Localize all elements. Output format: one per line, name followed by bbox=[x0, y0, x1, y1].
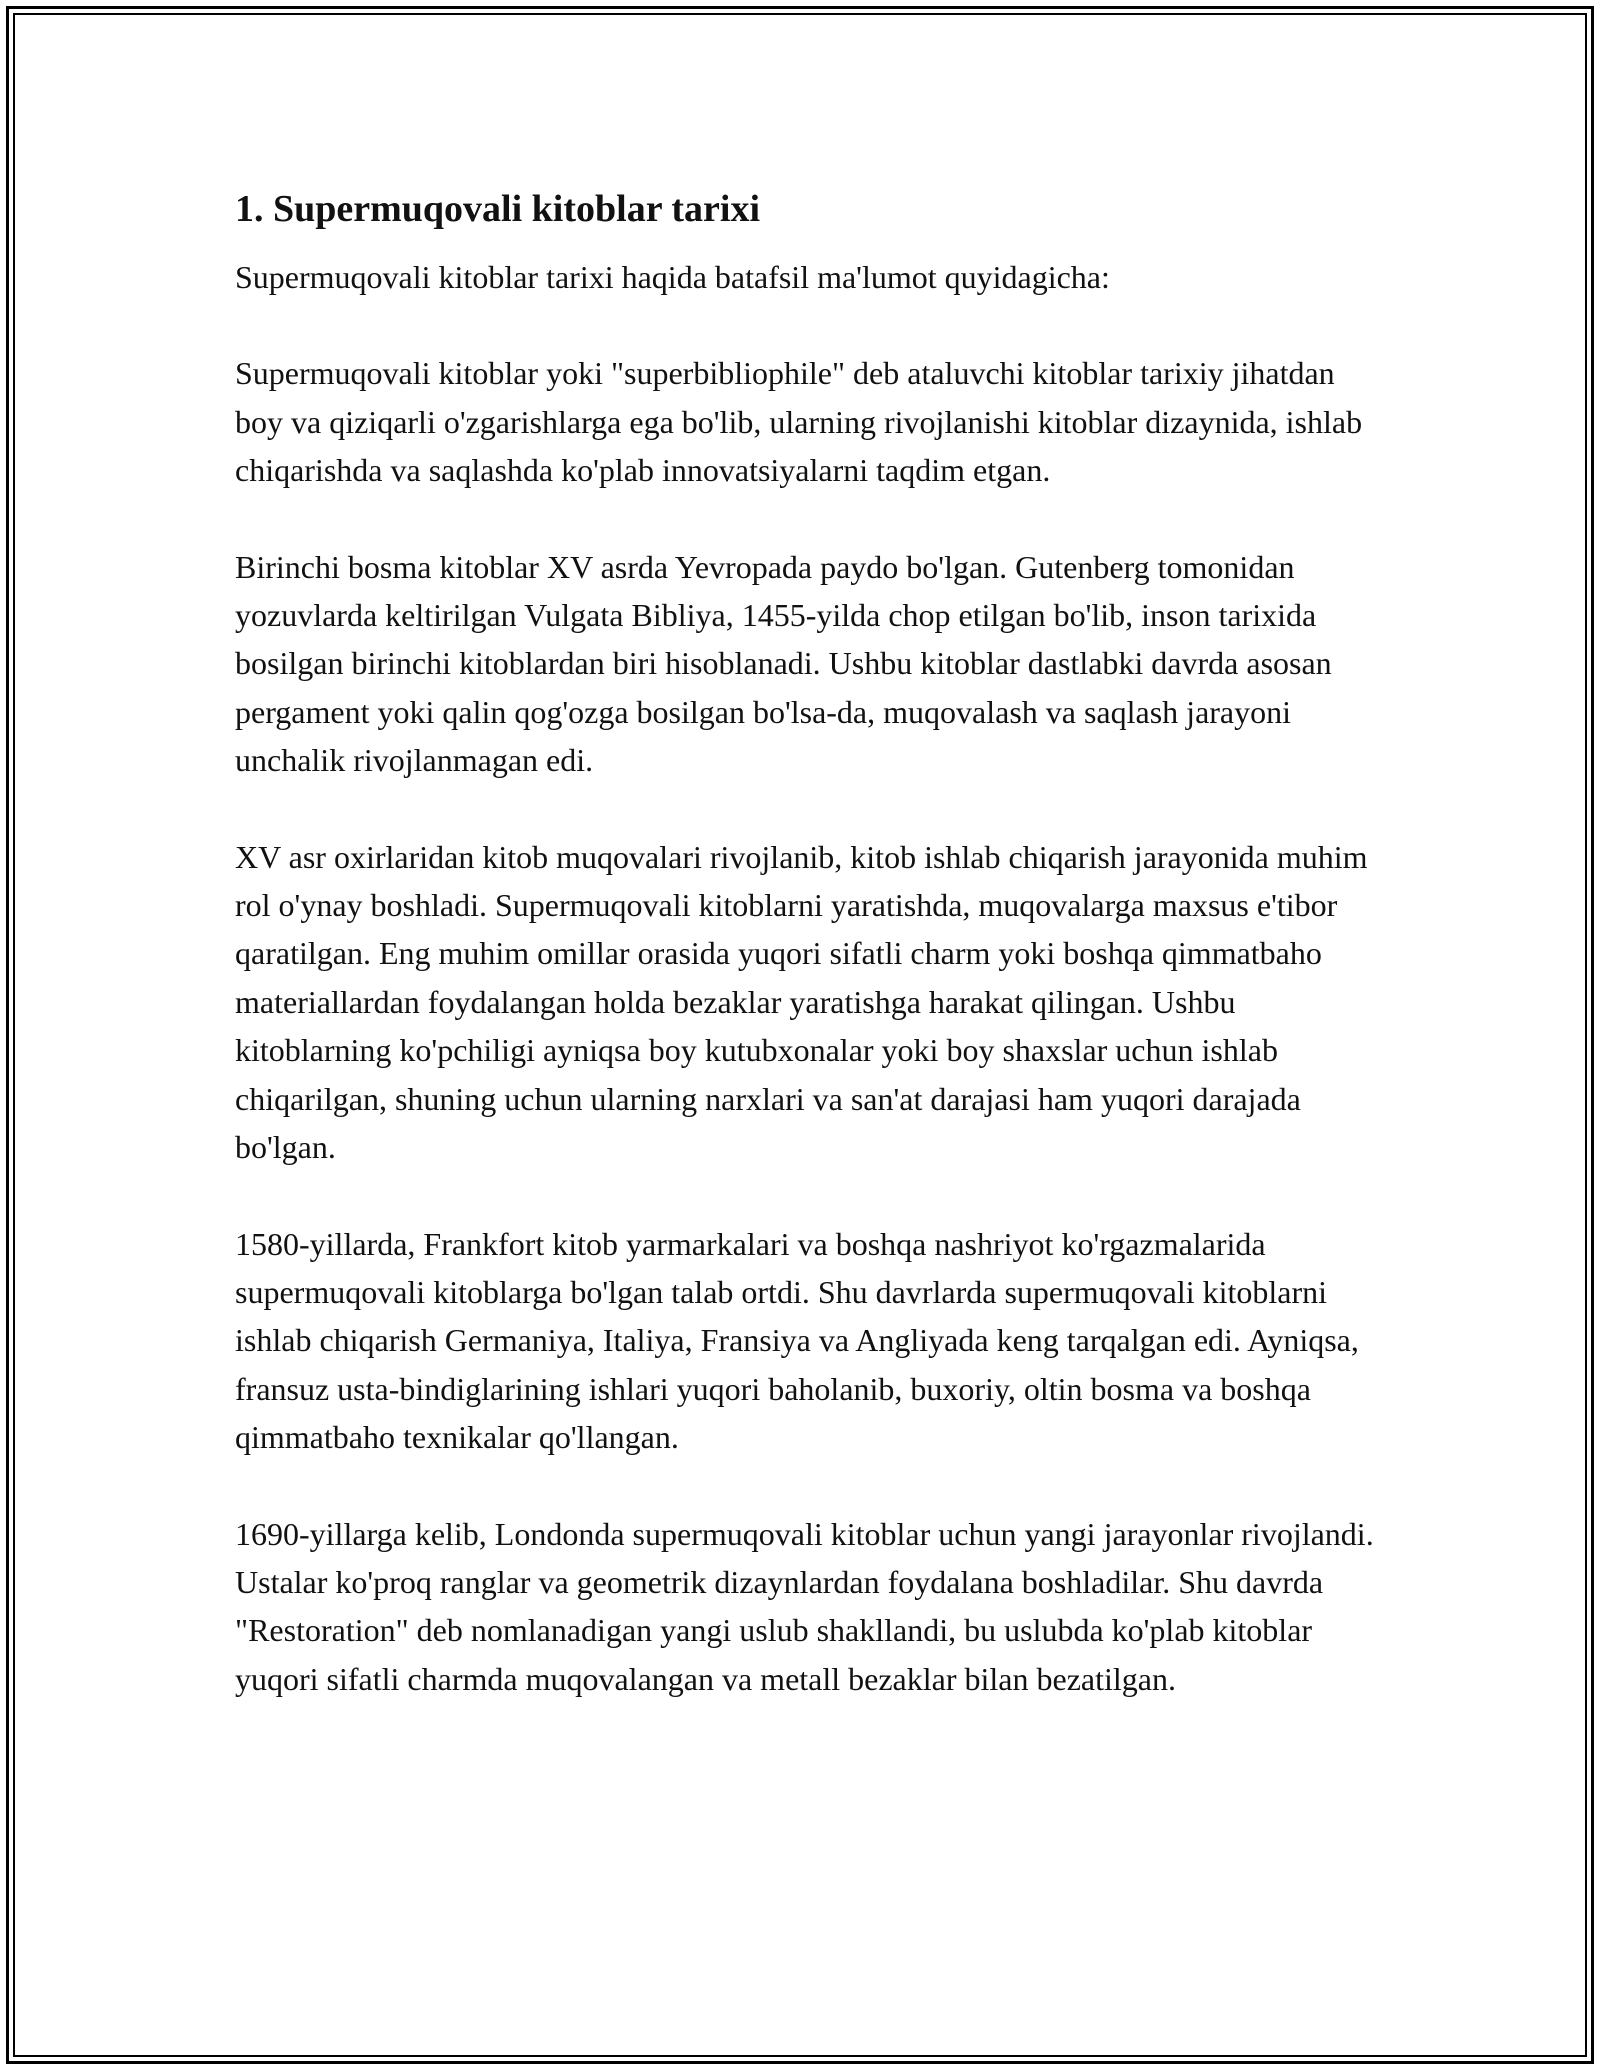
paragraph-first-printed-books: Birinchi bosma kitoblar XV asrda Yevropada paydo bo'lgan. Gutenberg tomonidan yozuvlarda keltirilgan Vulgata Bibliya, 1455-yilda chop etilgan bo'lib, inson tarixida bosilgan birinchi kitoblardan biri hisoblanadi. Ushbu kitoblar dastlabki davrda asosan pergament yoki qalin qog'ozga bosilgan bo'lsa-da, muqovalash va saqlash jarayoni unchalik rivojlanmagan edi. bbox=[235, 548, 1332, 779]
section-title: 1. Supermuqovali kitoblar tarixi bbox=[235, 188, 761, 230]
document-body bbox=[235, 185, 1375, 1751]
intro-paragraph: Supermuqovali kitoblar tarixi haqida batafsil ma'lumot quyidagicha: bbox=[235, 259, 1110, 295]
paragraph-overview: Supermuqovali kitoblar yoki "superbibliophile" deb ataluvchi kitoblar tarixiy jihatdan boy va qiziqarli o'zgarishlarga ega bo'lib, ularning rivojlanishi kitoblar dizaynida, ishlab chiqarishda va saqlashda ko'plab innovatsiyalarni taqdim etgan. bbox=[235, 355, 1363, 489]
paragraph-15th-century-covers: XV asr oxirlaridan kitob muqovalari rivojlanib, kitob ishlab chiqarish jarayonida muhim rol o'ynay boshladi. Supermuqovali kitoblarni yaratishda, muqovalarga maxsus e'tibor qaratilgan. Eng muhim omillar orasida yuqori sifatli charm yoki boshqa qimmatbaho materiallardan foydalangan holda bezaklar yaratishga harakat qilingan. Ushbu kitoblarning ko'pchiligi ayniqsa boy kutubxonalar yoki boy shaxslar uchun ishlab chiqarilgan, shuning uchun ularning narxlari va san'at darajasi ham yuqori darajada bo'lgan. bbox=[235, 838, 1368, 1166]
paragraph-1690s: 1690-yillarga kelib, Londonda supermuqovali kitoblar uchun yangi jarayonlar rivojlandi. Ustalar ko'proq ranglar va geometrik dizaynlardan foydalana boshladilar. Shu davrda "Restoration" deb nomlanadigan yangi uslub shakllandi, bu uslubda ko'plab kitoblar yuqori sifatli charmda muqovalangan va metall bezaklar bilan bezatilgan. bbox=[235, 1515, 1374, 1697]
paragraph-1580s: 1580-yillarda, Frankfort kitob yarmarkalari va boshqa nashriyot ko'rgazmalarida supermuqovali kitoblarga bo'lgan talab ortdi. Shu davrlarda supermuqovali kitoblarni ishlab chiqarish Germaniya, Italiya, Fransiya va Angliyada keng tarqalgan edi. Ayniqsa, fransuz usta-bindiglarining ishlari yuqori baholanib, buxoriy, oltin bosma va boshqa qimmatbaho texnikalar qo'llangan. bbox=[235, 1225, 1359, 1456]
